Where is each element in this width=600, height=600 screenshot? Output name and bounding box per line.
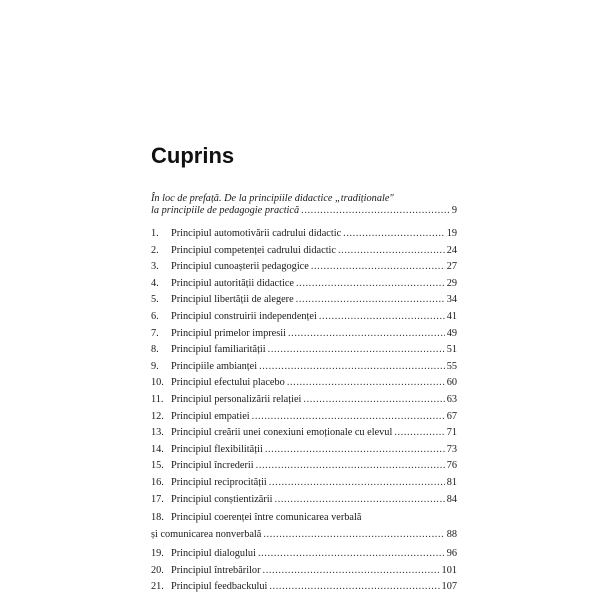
toc-entry	[151, 579, 457, 596]
entry-number: 6.	[151, 310, 159, 322]
entry-title: Principiul autorității didactice	[171, 277, 294, 289]
toc-entry	[151, 342, 457, 359]
toc-entry	[151, 563, 457, 580]
entry-number: 11.	[151, 393, 164, 405]
page-number: 51	[446, 344, 457, 356]
entry-number: 13.	[151, 427, 164, 439]
entry-title: Principiul conștientizării	[171, 493, 273, 505]
dot-leader	[265, 442, 445, 459]
dot-leader	[252, 409, 445, 426]
toc-entry-line1	[151, 510, 457, 527]
page-number: 88	[446, 528, 457, 540]
table-of-contents	[151, 193, 457, 596]
entry-title: Principiul cunoașterii pedagogice	[171, 261, 309, 273]
toc-entry	[151, 425, 457, 442]
toc-entry	[151, 359, 457, 376]
preface-entry	[151, 193, 457, 217]
dot-leader	[258, 546, 445, 563]
toc-entry	[151, 259, 457, 276]
toc-entry	[151, 292, 457, 309]
entry-number: 8.	[151, 344, 159, 356]
page-number: 63	[446, 393, 457, 405]
toc-entry	[151, 326, 457, 343]
page-number: 34	[446, 294, 457, 306]
dot-leader	[303, 392, 444, 409]
entry-number: 21.	[151, 581, 164, 593]
toc-entry	[151, 442, 457, 459]
entry-title: Principiul încrederii	[171, 460, 254, 472]
entry-number: 1.	[151, 228, 159, 239]
entry-number: 19.	[151, 548, 164, 560]
page-number: 55	[446, 360, 457, 372]
dot-leader	[263, 527, 444, 544]
toc-entries	[151, 226, 457, 508]
entry-title: Principiul flexibilității	[171, 443, 263, 455]
toc-entries-tail	[151, 546, 457, 596]
entry-title: Principiul efectului placebo	[171, 377, 285, 389]
entry-title: Principiul familiarității	[171, 344, 266, 356]
preface-title-line2-row	[151, 205, 457, 217]
dot-leader	[394, 425, 444, 442]
entry-number: 18.	[151, 512, 164, 524]
dot-leader	[268, 342, 445, 359]
page-number: 84	[446, 493, 457, 505]
dot-leader	[301, 205, 450, 217]
toc-entry	[151, 309, 457, 326]
dot-leader	[319, 309, 445, 326]
entry-title: Principiul feedbackului	[171, 581, 268, 593]
page-number: 9	[451, 205, 457, 216]
entry-title: Principiul întrebărilor	[171, 564, 261, 576]
entry-number: 5.	[151, 294, 159, 306]
dot-leader	[343, 226, 445, 243]
entry-title: Principiul primelor impresii	[171, 327, 286, 339]
dot-leader	[338, 243, 445, 260]
entry-number: 14.	[151, 443, 164, 455]
dot-leader	[259, 359, 445, 376]
page-number: 73	[446, 443, 457, 455]
dot-leader	[311, 259, 445, 276]
toc-entry-18	[151, 510, 457, 543]
entry-title-line2: și comunicarea nonverbală	[151, 528, 262, 540]
preface-title-line2: la principiile de pedagogie practică	[151, 205, 300, 216]
toc-entry	[151, 546, 457, 563]
entry-title: Principiul competenței cadrului didactic	[171, 244, 336, 256]
entry-number: 12.	[151, 410, 164, 422]
page-number: 71	[446, 427, 457, 439]
entry-number: 9.	[151, 360, 159, 372]
page-number: 27	[446, 261, 457, 273]
toc-entry	[151, 392, 457, 409]
entry-number: 3.	[151, 261, 159, 273]
entry-title: Principiile ambianței	[171, 360, 258, 372]
entry-number: 16.	[151, 476, 164, 488]
entry-number: 7.	[151, 327, 159, 339]
dot-leader	[256, 458, 445, 475]
toc-entry	[151, 458, 457, 475]
entry-number: 20.	[151, 564, 164, 576]
entry-title: Principiul personalizării relației	[171, 393, 302, 405]
entry-number: 10.	[151, 377, 164, 389]
dot-leader	[288, 326, 445, 343]
toc-entry	[151, 276, 457, 293]
page-number: 96	[446, 548, 457, 560]
entry-title: Principiul creării unei conexiuni emoționale cu elevul	[171, 427, 393, 439]
entry-number: 17.	[151, 493, 164, 505]
page-number: 19	[446, 228, 457, 239]
toc-entry	[151, 409, 457, 426]
entry-title: Principiul dialogului	[171, 548, 256, 560]
dot-leader	[296, 276, 445, 293]
page-number: 76	[446, 460, 457, 472]
toc-entry	[151, 492, 457, 509]
toc-entry	[151, 243, 457, 260]
entry-title: Principiul libertății de alegere	[171, 294, 294, 306]
entry-title: Principiul reciprocității	[171, 476, 267, 488]
page-number: 67	[446, 410, 457, 422]
page-number: 49	[446, 327, 457, 339]
dot-leader	[287, 375, 445, 392]
entry-number: 4.	[151, 277, 159, 289]
page-number: 24	[446, 244, 457, 256]
entry-number: 15.	[151, 460, 164, 472]
page-number: 81	[446, 476, 457, 488]
entry-title: Principiul automotivării cadrului didactic	[171, 228, 342, 239]
page-number: 29	[446, 277, 457, 289]
entry-title: Principiul construirii independenței	[171, 310, 317, 322]
page-number: 41	[446, 310, 457, 322]
toc-entry-line2	[151, 527, 457, 544]
page-title: Cuprins	[151, 143, 235, 168]
dot-leader	[263, 563, 440, 580]
page-number: 107	[441, 581, 457, 593]
entry-number: 2.	[151, 244, 159, 256]
entry-title: Principiul empatiei	[171, 410, 250, 422]
toc-entry	[151, 375, 457, 392]
dot-leader	[269, 579, 439, 596]
dot-leader	[275, 492, 445, 509]
dot-leader	[296, 292, 445, 309]
entry-title-line1: Principiul coerenței între comunicarea verbală	[171, 512, 362, 524]
toc-entry	[151, 226, 457, 243]
dot-leader	[269, 475, 445, 492]
preface-title-line1: În loc de prefață. De la principiile didactice „tradiționale"	[151, 193, 394, 204]
toc-entry	[151, 475, 457, 492]
page-number: 60	[446, 377, 457, 389]
page-number: 101	[441, 564, 457, 576]
